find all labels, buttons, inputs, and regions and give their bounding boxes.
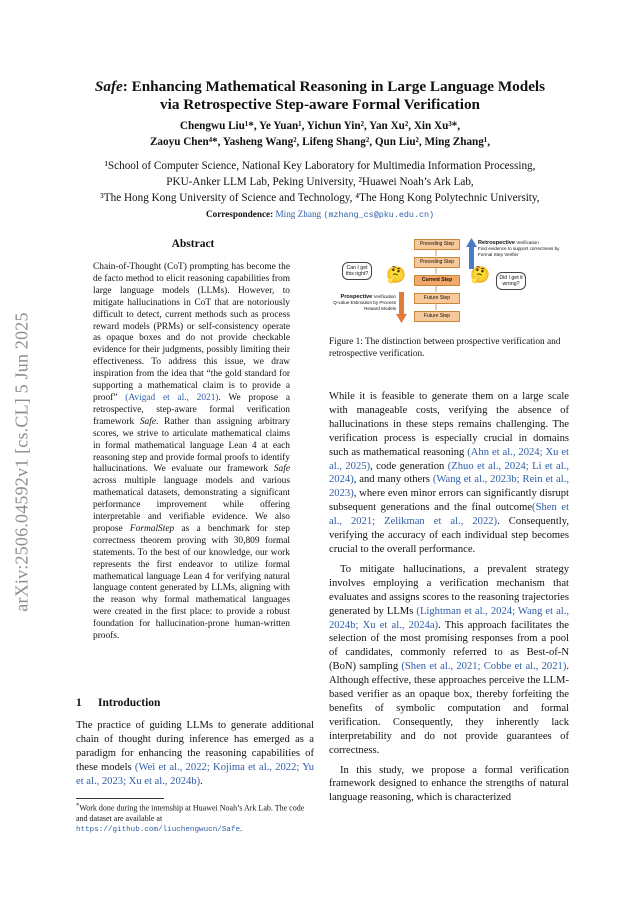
step-box-future-1: Future Step [414, 293, 460, 304]
rp2-c: . Although effective, these approaches perceive the LLM-based verifier as an opaque box, thereby forfeiting the benefits of symbolic computation and formal verification. Consequently, they inherently lack interpretability and do not provide guarantees of correctness. [329, 661, 569, 756]
affil-line3: ³The Hong Kong University of Science and Technology, ⁴The Hong Kong Polytechnic University, [100, 192, 540, 204]
correspondence [60, 209, 580, 220]
prospective-title: Prospective [340, 294, 373, 300]
title-line2: via Retrospective Step-aware Formal Verification [160, 96, 480, 113]
retrospective-arrow-shaft [469, 245, 474, 269]
rp1-e: . Consequently, verifying the accuracy of each individual step becomes crucial to the overall performance. [329, 516, 569, 555]
correspondence-label: Correspondence: [205, 209, 274, 219]
rp1-d: , where even minor errors can significantly disrupt subsequent generations and the final outcome [329, 488, 569, 514]
citation-zhuo[interactable]: (Zhuo et al., 2024; Li et al., 2024) [329, 460, 569, 486]
bubble-right: Did I get it wrong? [496, 272, 526, 290]
footnote-text: Work done during the internship at Huawei Noah’s Ark Lab. The code and dataset are available at [76, 803, 305, 823]
footnote-mark: * [76, 802, 80, 809]
step-box-preceding-2: Preceding Step [414, 257, 460, 268]
citation-shen[interactable]: (Shen et al., 2021; Zelikman et al., 2022) [329, 502, 570, 528]
prospective-title-2: Verification [373, 294, 396, 299]
footnote [76, 801, 314, 835]
footnote-link[interactable]: https://github.com/liuchengwucn/Safe [76, 825, 241, 834]
title-safe: Safe [94, 78, 123, 95]
figure-1 [330, 236, 570, 328]
abstract-formalstep: FormalStep [129, 523, 175, 534]
thinking-face-left-icon: 🤔 [386, 267, 406, 284]
affil-line2: PKU-Anker LLM Lab, Peking University, ²Huawei Noah’s Ark Lab, [166, 176, 474, 188]
prospective-label [330, 294, 396, 311]
title-line1: : Enhancing Mathematical Reasoning in Large Language Models [122, 78, 546, 95]
citation-wang[interactable]: (Wang et al., 2023b; Rein et al., 2023) [329, 474, 569, 500]
correspondence-email[interactable]: (mzhang_cs@pku.edu.cn) [323, 210, 435, 220]
right-paragraph-3: In this study, we propose a formal verification framework designed to enhance the strengths of natural language reasoning, which is characterized [329, 764, 569, 804]
intro-text-end: . [200, 776, 203, 787]
rp1-b: , code generation [370, 460, 445, 472]
intro-text: The practice of guiding LLMs to generate additional chain of thought during inference has emerged as a paradigm for enhancing the reasoning capabilities of these models [76, 720, 314, 773]
retrospective-title-2: Verification [516, 240, 539, 245]
abstract-heading: Abstract [171, 238, 215, 250]
right-column-text [329, 390, 569, 811]
abstract-text-4: across multiple language models and various mathematical datasets, demonstrating a significant performance improvement while offering interpretable and verifiable evidence. We also propose [93, 476, 290, 534]
abstract-safe: Safe [139, 416, 157, 427]
citation-cobbe[interactable]: (Shen et al., 2021; Cobbe et al., 2021) [401, 661, 567, 673]
right-paragraph-1 [329, 390, 569, 557]
rp1-a: While it is feasible to generate them on a large scale with manageable costs, verifying the absence of hallucinations in these steps remains challenging. The verification process is especially crucial in domains such as mathematical reasoning [329, 391, 569, 458]
footnote-end: . [240, 823, 243, 833]
step-box-current: Current Step [414, 275, 460, 286]
prospective-arrow-head [396, 314, 407, 323]
arxiv-sidebar [6, 262, 38, 662]
affil-line1: ¹School of Computer Science, National Key Laboratory for Multimedia Information Processing, [104, 160, 536, 172]
bubble-left: Can I get this right? [342, 262, 372, 280]
section-heading-introduction [76, 697, 160, 709]
right-paragraph-2 [329, 563, 569, 758]
retrospective-subtitle: Find evidence to support correctness by Formal Step Verifier [478, 246, 560, 257]
abstract-text-1: Chain-of-Thought (CoT) prompting has become the de facto method to elicit reasoning capabilities from large language models (LLMs). However, to mitigate hallucinations in CoT that are notoriously difficult to detect, current methods such as process reward models (PRMs) or self-consistency operate as opaque boxes and do not provide checkable evidence for their judgments, possibly limiting their effectiveness. To address this issue, we draw inspiration from the idea that “the gold standard for supporting a mathematical claim is to provide a proof” [93, 262, 290, 403]
abstract-text-3: . Rather than assigning arbitrary scores, we strive to articulate mathematical claims in formal mathematical language Lean 4 at each reasoning step and provide formal proofs to identify hallucinations. We evaluate our framework [93, 416, 291, 475]
thinking-face-right-icon: 🤔 [470, 267, 490, 284]
figure-caption: Figure 1: The distinction between prospective verification and retrospective verification. [329, 337, 561, 359]
footnote-rule [76, 798, 164, 799]
abstract-safe-2: Safe [273, 464, 290, 475]
rp2-a: To mitigate hallucinations, a prevalent strategy involves employing a verification mechanism that evaluates and assigns scores to the reasoning trajectories generated by LLMs [329, 563, 569, 617]
intro-citation[interactable]: (Wei et al., 2022; Kojima et al., 2022; Yu et al., 2023; Xu et al., 2024b) [76, 762, 314, 787]
paper-title [60, 78, 580, 114]
prospective-subtitle: Q-value Estimation by Process Reward Models [333, 300, 396, 311]
abstract-body [93, 262, 290, 643]
step-box-preceding-1: Preceding Step [414, 239, 460, 250]
introduction-paragraph [76, 719, 314, 789]
abstract-text-5: as a benchmark for step correctness theorem proving with 30,809 formal statements. To the best of our knowledge, our work represents the first endeavor to utilize formal mathematical language Lean 4 for verifying natural language content generated by LLMs, aligning with the reason why formal mathematical languages were created in the first place: to provide a robust foundation for hallucination-prone human-written proofs. [93, 523, 290, 642]
abstract-text-2: . We propose a retrospective, step-aware formal verification framework [93, 392, 290, 427]
retrospective-label [478, 240, 570, 257]
author-list [80, 118, 560, 150]
section-title: Introduction [98, 697, 161, 709]
section-number: 1 [76, 697, 82, 709]
citation-ahn[interactable]: (Ahn et al., 2024; Xu et al., 2025) [329, 446, 569, 472]
prospective-arrow-shaft [399, 292, 404, 316]
step-box-future-2: Future Step [414, 311, 460, 322]
citation-lightman[interactable]: (Lightman et al., 2024; Wang et al., 2024b; Xu et al., 2024a) [329, 605, 570, 631]
authors-line1: Chengwu Liu¹*, Ye Yuan¹, Yichun Yin², Yan Xu², Xin Xu³*, [179, 120, 461, 132]
correspondence-name[interactable]: Ming Zhang [275, 209, 322, 219]
affiliations [60, 158, 580, 206]
abstract-citation[interactable]: (Avigad et al., 2021) [125, 392, 219, 403]
retrospective-title: Retrospective [478, 240, 515, 246]
rp2-b: . This approach facilitates the selection of the most promising responses from a pool of candidates, commonly referred to as Best-of-N (BoN) sampling [329, 619, 569, 673]
authors-line2: Zaoyu Chen⁴*, Yasheng Wang², Lifeng Shang², Qun Liu², Ming Zhang¹, [149, 136, 491, 148]
rp1-c: , and many others [353, 474, 430, 486]
retrospective-arrow-head [466, 238, 477, 247]
arxiv-identifier: arXiv:2506.04592v1 [cs.CL] 5 Jun 2025 [11, 312, 32, 612]
